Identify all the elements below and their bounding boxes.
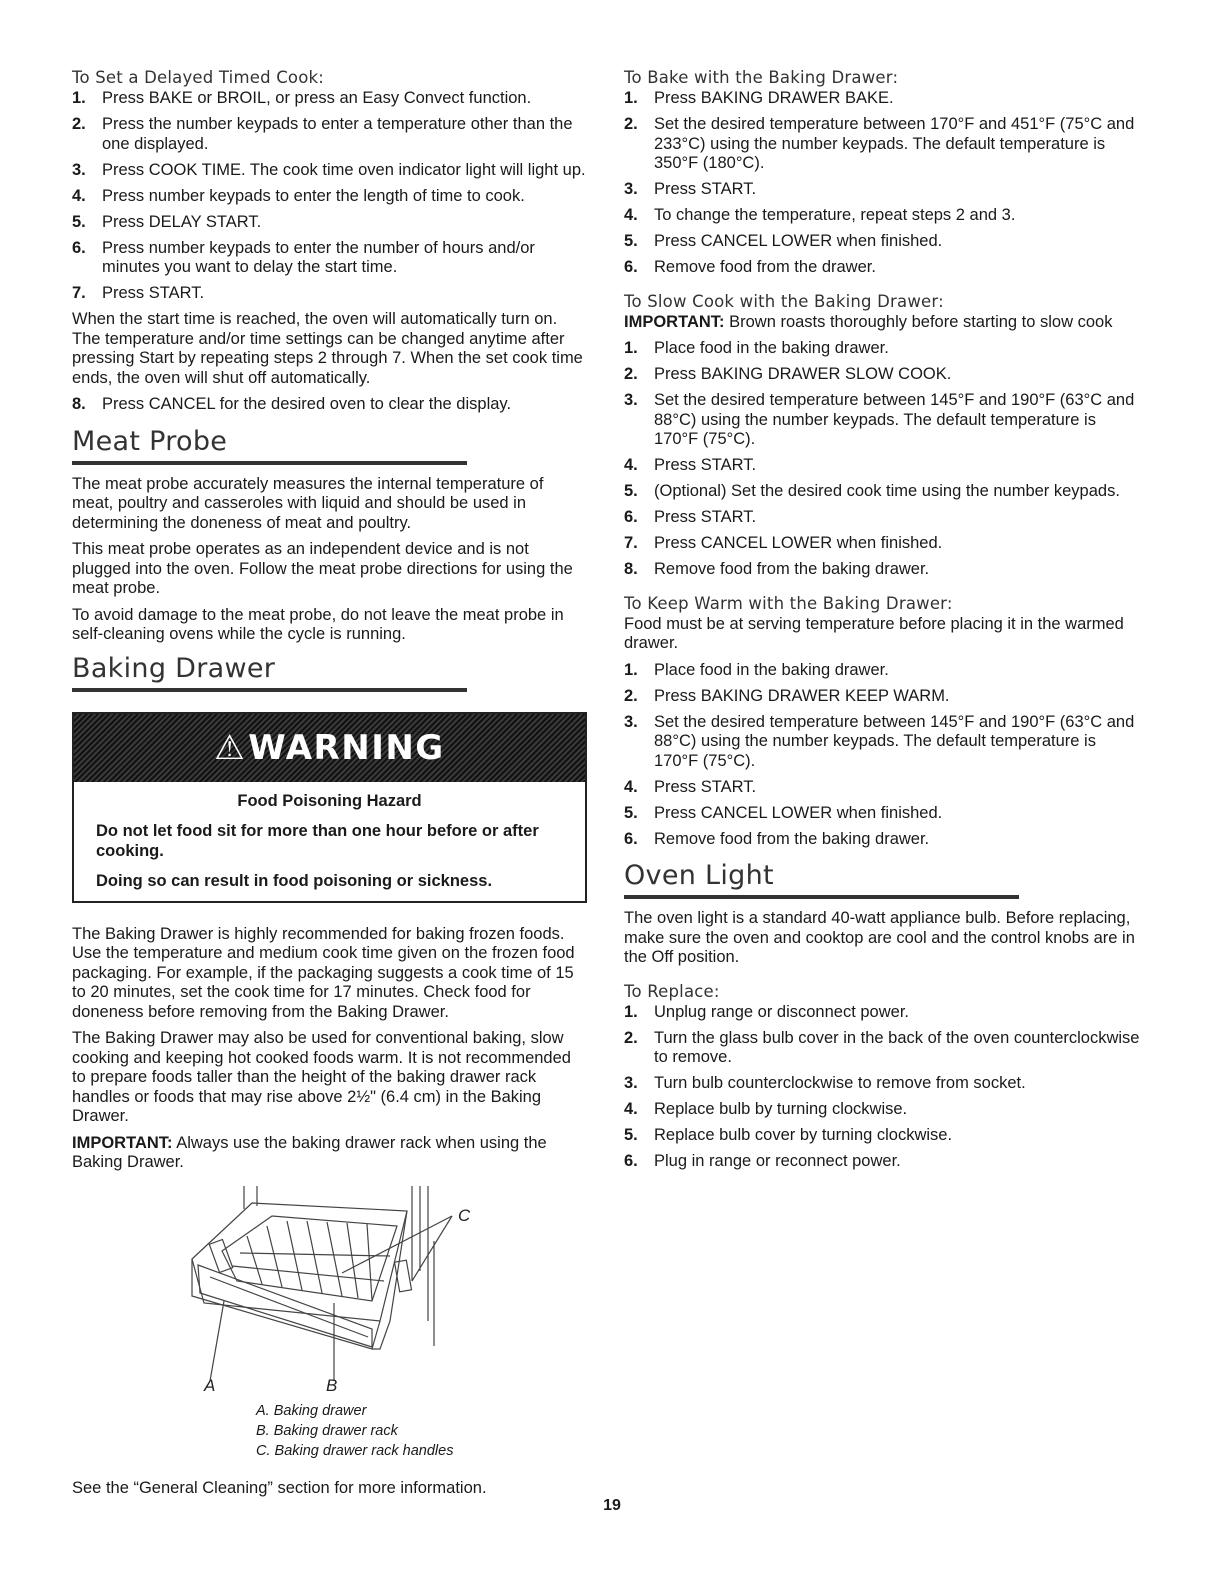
list-item xyxy=(624,560,1144,580)
step-text: Press START. xyxy=(654,456,757,474)
slow-cook-heading: To Slow Cook with the Baking Drawer: xyxy=(624,291,944,311)
list-item xyxy=(624,1126,1144,1146)
step-text: Press START. xyxy=(654,508,757,526)
step-number: 5. xyxy=(624,803,638,822)
step-text: Press CANCEL LOWER when finished. xyxy=(654,803,943,822)
list-item xyxy=(624,687,1144,707)
list-item xyxy=(624,713,1144,772)
step-number: 6. xyxy=(624,829,638,848)
list-item xyxy=(624,456,1144,476)
keep-warm-intro: Food must be at serving temperature before placing it in the warmed drawer. xyxy=(624,614,1124,652)
list-item xyxy=(624,115,1144,174)
warning-banner xyxy=(74,714,585,782)
list-item xyxy=(624,1029,1144,1068)
step-number: 2. xyxy=(624,1028,638,1047)
step-text: Press number keypads to enter the length of time to cook. xyxy=(102,186,525,205)
list-item xyxy=(624,1003,1144,1023)
meat-probe-title: Meat Probe xyxy=(72,425,228,457)
bake-steps xyxy=(624,89,1144,278)
step-text: Press DELAY START. xyxy=(102,212,262,231)
section-rule xyxy=(72,461,467,465)
figure-captions xyxy=(256,1401,587,1461)
step-number: 4. xyxy=(624,1100,638,1118)
warning-hazard: Food Poisoning Hazard xyxy=(237,791,422,810)
step-number: 1. xyxy=(72,89,86,107)
list-item xyxy=(624,778,1144,798)
step-number: 6. xyxy=(624,508,638,526)
list-item xyxy=(72,161,587,181)
list-item xyxy=(72,284,587,304)
step-text: Press BAKING DRAWER BAKE. xyxy=(654,89,894,107)
baking-drawer-paragraph: The Baking Drawer is highly recommended for baking frozen foods. Use the temperature and medium cook time given on the frozen food packaging. For example, if the packaging suggests a cook time of 15 to 20 minutes, set the cook time for 17 minutes. Check food for doneness before removing from the Baking Drawer. xyxy=(72,924,575,1021)
oven-light-paragraph: The oven light is a standard 40-watt appliance bulb. Before replacing, make sure the oven and cooktop are cool and the control knobs are in the Off position. xyxy=(624,909,1135,966)
warning-body xyxy=(74,782,585,901)
step-text: Press CANCEL for the desired oven to clear the display. xyxy=(102,395,512,413)
step-text: Unplug range or disconnect power. xyxy=(654,1002,909,1021)
warning-line: Doing so can result in food poisoning or sickness. xyxy=(96,871,493,890)
figure-label-b: B xyxy=(326,1375,338,1395)
step-number: 2. xyxy=(72,115,86,133)
step-text: Press CANCEL LOWER when finished. xyxy=(654,232,943,250)
step-number: 8. xyxy=(72,395,86,413)
right-column xyxy=(624,68,1144,1178)
step-number: 3. xyxy=(72,160,86,179)
list-item xyxy=(72,213,587,233)
list-item xyxy=(624,830,1144,850)
step-text: Press START. xyxy=(102,284,205,302)
list-item xyxy=(624,804,1144,824)
left-column xyxy=(72,68,587,1505)
list-item xyxy=(624,1074,1144,1094)
important-text: Always use the baking drawer rack when using the Baking Drawer. xyxy=(72,1133,547,1171)
delayed-cook-step-8 xyxy=(72,395,587,415)
list-item xyxy=(624,1152,1144,1172)
page-number: 19 xyxy=(603,1497,621,1514)
step-number: 6. xyxy=(72,238,86,257)
oven-light-title: Oven Light xyxy=(624,860,774,891)
list-item xyxy=(72,395,587,415)
step-text: Turn bulb counterclockwise to remove from socket. xyxy=(654,1074,1026,1092)
step-number: 2. xyxy=(624,115,638,133)
step-number: 7. xyxy=(624,534,638,552)
step-text: Press BAKING DRAWER KEEP WARM. xyxy=(654,686,950,705)
section-rule xyxy=(624,895,1019,899)
step-number: 5. xyxy=(624,482,638,500)
list-item xyxy=(624,180,1144,200)
meat-probe-paragraph: The meat probe accurately measures the internal temperature of meat, poultry and casseroles with liquid and should be used in determining the doneness of meat and poultry. xyxy=(72,474,544,532)
list-item xyxy=(72,239,587,278)
replace-heading: To Replace: xyxy=(624,981,720,1001)
step-number: 1. xyxy=(624,89,638,107)
list-item xyxy=(624,534,1144,554)
step-text: Press COOK TIME. The cook time oven indicator light will light up. xyxy=(102,160,586,179)
step-text: Press BAKING DRAWER SLOW COOK. xyxy=(654,365,952,383)
step-number: 1. xyxy=(624,339,638,357)
step-text: To change the temperature, repeat steps 2 and 3. xyxy=(654,206,1016,224)
step-text: Set the desired temperature between 170°F and 451°F (75°C and 233°C) using the number keypads. The default temperature is 350°F (180°C). xyxy=(654,115,1135,172)
important-text: Brown roasts thoroughly before starting to slow cook xyxy=(724,312,1113,331)
step-text: Turn the glass bulb cover in the back of the oven counterclockwise to remove. xyxy=(654,1028,1140,1066)
step-text: Set the desired temperature between 145°F and 190°F (63°C and 88°C) using the number keypads. The default temperature is 170°F (75°C). xyxy=(654,391,1135,448)
warning-line: Do not let food sit for more than one hour before or after cooking. xyxy=(96,821,539,860)
list-item xyxy=(624,482,1144,502)
step-number: 5. xyxy=(72,212,86,231)
step-number: 3. xyxy=(624,180,638,198)
step-number: 5. xyxy=(624,1126,638,1144)
step-number: 4. xyxy=(72,186,86,205)
list-item xyxy=(624,89,1144,109)
step-number: 2. xyxy=(624,365,638,383)
warning-triangle-icon: ⚠ xyxy=(214,727,247,768)
see-also-text: See the “General Cleaning” section for more information. xyxy=(72,1478,487,1497)
step-text: (Optional) Set the desired cook time using the number keypads. xyxy=(654,482,1120,500)
step-text: Press CANCEL LOWER when finished. xyxy=(654,534,943,552)
step-number: 5. xyxy=(624,232,638,250)
baking-drawer-paragraph: The Baking Drawer may also be used for conventional baking, slow cooking and keeping hot cooked foods warm. It is not recommended to prepare foods taller than the height of the baking drawer rack handles or foods that may rise above 2½" (6.4 cm) in the Baking Drawer. xyxy=(72,1029,571,1125)
baking-drawer-illustration xyxy=(72,1181,587,1396)
section-rule xyxy=(72,688,467,692)
list-item xyxy=(624,258,1144,278)
step-number: 3. xyxy=(624,391,638,409)
meat-probe-paragraph: To avoid damage to the meat probe, do not leave the meat probe in self-cleaning ovens while the cycle is running. xyxy=(72,605,564,643)
step-text: Press number keypads to enter the number of hours and/or minutes you want to delay the start time. xyxy=(102,238,535,276)
list-item xyxy=(624,1100,1144,1120)
delayed-cook-steps xyxy=(72,89,587,304)
baking-drawer-important xyxy=(72,1134,587,1173)
delayed-cook-heading: To Set a Delayed Timed Cook: xyxy=(72,68,325,87)
step-text: Replace bulb cover by turning clockwise. xyxy=(654,1126,953,1144)
step-text: Remove food from the baking drawer. xyxy=(654,560,930,578)
keep-warm-steps xyxy=(624,661,1144,850)
delayed-cook-paragraph: When the start time is reached, the oven will automatically turn on. The temperature and/or time settings can be changed anytime after pressing Start by repeating steps 2 through 7. When the set cook time ends, the oven will shut off automatically. xyxy=(72,310,583,387)
step-number: 6. xyxy=(624,258,638,276)
step-text: Place food in the baking drawer. xyxy=(654,339,889,357)
step-number: 8. xyxy=(624,560,638,578)
figure-label-c: C xyxy=(458,1205,471,1225)
step-text: Press the number keypads to enter a temperature other than the one displayed. xyxy=(102,115,573,153)
list-item xyxy=(624,206,1144,226)
figure-label-a: A xyxy=(204,1375,216,1395)
replace-steps xyxy=(624,1003,1144,1172)
keep-warm-heading: To Keep Warm with the Baking Drawer: xyxy=(624,593,953,613)
step-number: 3. xyxy=(624,1074,638,1092)
warning-label: WARNING xyxy=(248,727,445,768)
slow-cook-important xyxy=(624,313,1144,333)
caption-b: B. Baking drawer rack xyxy=(256,1422,398,1439)
step-number: 4. xyxy=(624,777,638,796)
bake-heading: To Bake with the Baking Drawer: xyxy=(624,68,899,87)
baking-drawer-title: Baking Drawer xyxy=(72,652,276,684)
step-text: Remove food from the drawer. xyxy=(654,258,876,276)
list-item xyxy=(72,115,587,154)
list-item xyxy=(624,365,1144,385)
step-text: Plug in range or reconnect power. xyxy=(654,1152,901,1170)
step-number: 7. xyxy=(72,284,86,302)
list-item xyxy=(624,339,1144,359)
list-item xyxy=(624,661,1144,681)
step-number: 6. xyxy=(624,1152,638,1170)
step-number: 4. xyxy=(624,206,638,224)
important-label: IMPORTANT: xyxy=(72,1133,173,1152)
step-text: Set the desired temperature between 145°F and 190°F (63°C and 88°C) using the number keypads. The default temperature is 170°F (75°C). xyxy=(654,712,1135,770)
step-text: Press START. xyxy=(654,180,757,198)
caption-c: C. Baking drawer rack handles xyxy=(256,1442,454,1459)
list-item xyxy=(72,89,587,109)
step-text: Place food in the baking drawer. xyxy=(654,660,889,679)
step-text: Press BAKE or BROIL, or press an Easy Convect function. xyxy=(102,89,532,107)
step-text: Replace bulb by turning clockwise. xyxy=(654,1100,908,1118)
step-number: 1. xyxy=(624,1002,638,1021)
step-number: 4. xyxy=(624,456,638,474)
step-text: Press START. xyxy=(654,777,757,796)
warning-box xyxy=(72,712,587,903)
step-number: 1. xyxy=(624,660,638,679)
step-number: 2. xyxy=(624,686,638,705)
list-item xyxy=(624,391,1144,450)
meat-probe-paragraph: This meat probe operates as an independent device and is not plugged into the oven. Follow the meat probe directions for using the meat probe. xyxy=(72,540,573,597)
baking-drawer-figure xyxy=(72,1181,587,1471)
slow-cook-steps xyxy=(624,339,1144,580)
important-label: IMPORTANT: xyxy=(624,312,725,331)
list-item xyxy=(624,232,1144,252)
step-number: 3. xyxy=(624,712,638,731)
list-item xyxy=(624,508,1144,528)
list-item xyxy=(72,187,587,207)
caption-a: A. Baking drawer xyxy=(256,1402,367,1419)
step-text: Remove food from the baking drawer. xyxy=(654,829,930,848)
